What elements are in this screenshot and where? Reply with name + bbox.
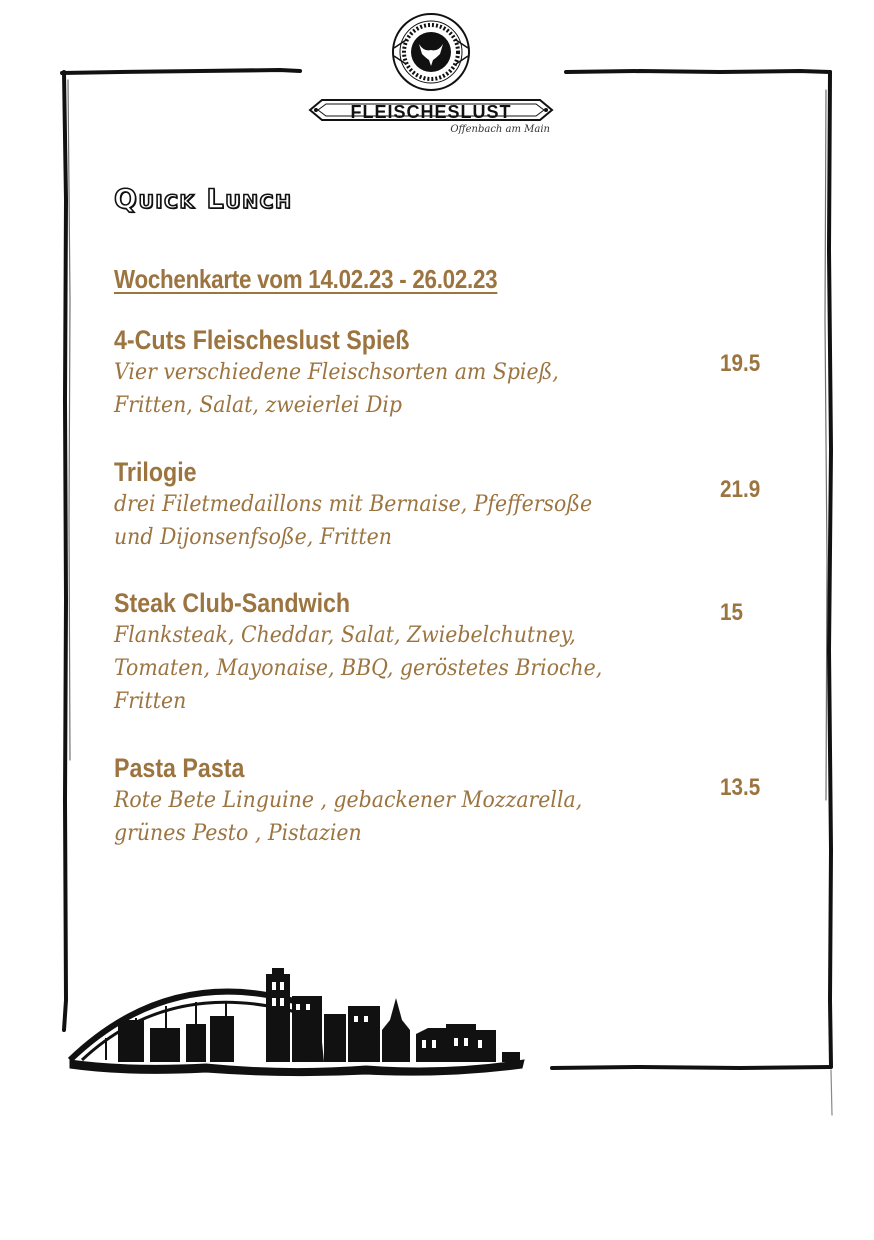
dish-description: Rote Bete Linguine , gebackener Mozzarella, grünes Pesto , Pistazien (114, 788, 583, 846)
dish-price: 19.5 (720, 350, 761, 377)
dish-description: drei Filetmedaillons mit Bernaise, Pfeffersoße und Dijonsenfsoße, Fritten (114, 492, 593, 550)
dish-name: Pasta Pasta (114, 753, 245, 783)
dish-price: 13.5 (720, 774, 761, 801)
section-title: Quick Lunch (114, 184, 293, 215)
city-skyline-illustration (66, 968, 528, 1080)
brand-name: FLEISCHESLUST (350, 101, 512, 122)
week-title: Wochenkarte vom 14.02.23 - 26.02.23 (114, 264, 498, 294)
menu-item (114, 752, 794, 850)
dish-name: 4-Cuts Fleischeslust Spieß (114, 325, 410, 355)
menu-item (114, 324, 794, 422)
bull-head-icon (386, 10, 476, 94)
dish-name: Steak Club-Sandwich (114, 588, 351, 618)
dish-price: 21.9 (720, 476, 761, 503)
dish-description: Vier verschiedene Fleischsorten am Spieß, Fritten, Salat, zweierlei Dip (114, 360, 559, 418)
dish-name: Trilogie (114, 457, 197, 487)
menu-item (114, 456, 794, 554)
dish-description: Flanksteak, Cheddar, Salat, Zwiebelchutney, Tomaten, Mayonaise, BBQ, geröstetes Brioche, Fritten (114, 623, 603, 714)
restaurant-logo (300, 10, 562, 140)
dish-price: 15 (720, 599, 743, 626)
brand-tagline: Offenbach am Main (450, 124, 550, 135)
menu-item (114, 587, 794, 718)
